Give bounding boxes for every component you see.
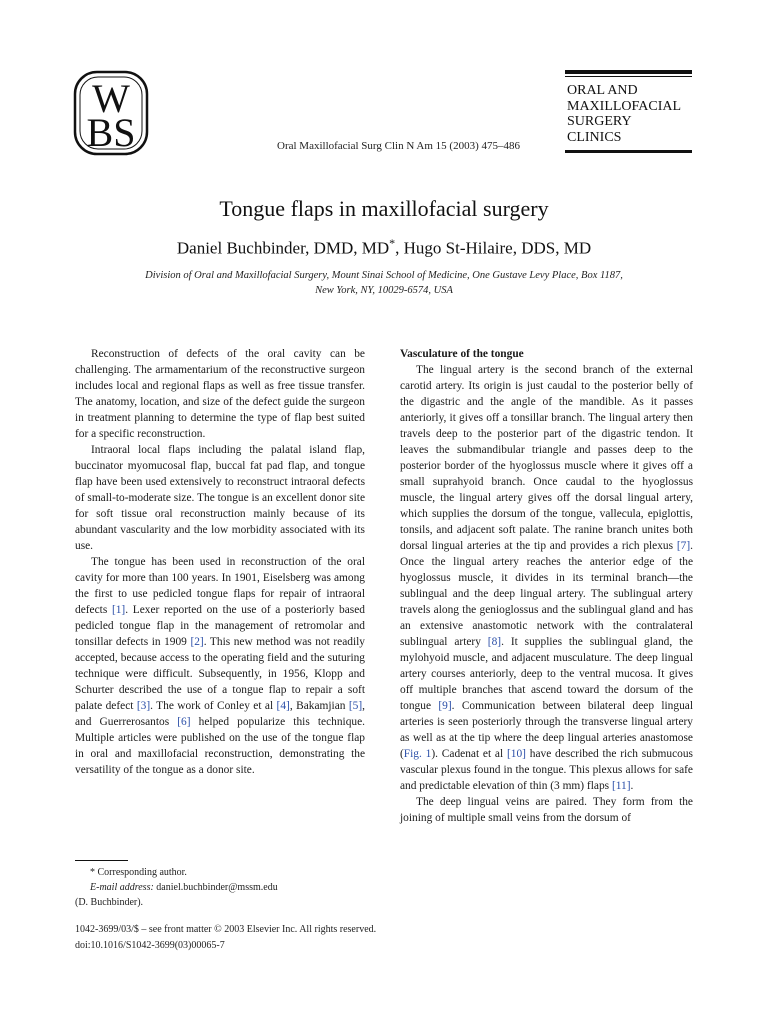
section-heading: Vasculature of the tongue (400, 348, 524, 360)
publisher-logo (73, 70, 149, 156)
figure-link[interactable]: Fig. 1 (403, 748, 432, 760)
citation-link[interactable]: [7] (676, 540, 691, 552)
paragraph: The lingual artery is the second branch of the external carotid artery. Its origin is just caudal to the posterior belly of the digastric and the angle of the mandible. As it passes anteriorly, it gives off a tonsillar branch. The lingual artery then travels deep to the posterior part of the digastric tendon. It leaves the submandibular triangle and passes deep to the posterior border of the hyoglossus muscle where it gives off a small suprahyoid branch. Once caudal to the hyoglossus muscle, the lingual artery gives off the dorsal lingual artery, which supplies the dorsum of the tongue, vallecula, epiglottis, tonsils, and adjacent soft palate. The ranine branch unites both dorsal lingual arteries at the tip and provides a rich plexus [7]. Once the lingual artery reaches the anterior edge of the hyoglossus muscle, it divides in its terminal branch—the sublingual and the deep lingual artery. The sublingual artery travels along the genioglossus and the sublingual gland and has an extensive anastomotic network with the contralateral sublingual artery [8]. It supplies the sublingual gland, the mylohyoid muscle, and adjacent musculature. The deep lingual artery courses anteriorly, deep to the ventral mucosa. It gives off multiple branches that ascend toward the dorsum of the tongue [9]. Communication between bilateral deep lingual arteries is seen posteriorly through the transverse lingual artery as well as at the tip where the deep lingual arteries anastomose (Fig. 1). Cadenat et al [10] have described the rich submucous vascular plexus found in the tongue. This plexus allows for safe and predictable elevation of thin (3 mm) flaps [11]. (400, 364, 693, 792)
citation-link[interactable]: [5] (348, 700, 363, 712)
affiliation: Division of Oral and Maxillofacial Surgery, Mount Sinai School of Medicine, One Gustave Levy Place, Box 1187, New York, NY, 10029-6574, USA (145, 270, 623, 296)
citation-link[interactable]: [10] (506, 748, 526, 760)
paragraph: The deep lingual veins are paired. They form from the joining of multiple small veins from the dorsum of (400, 796, 693, 824)
copyright-footer (75, 922, 575, 954)
footnote-name: (D. Buchbinder). (75, 897, 144, 908)
journal-rule-top (565, 70, 692, 74)
citation-link[interactable]: [9] (438, 700, 452, 712)
footnote (75, 865, 365, 910)
citation-link[interactable]: [2] (190, 636, 204, 648)
citation-link[interactable]: [8] (487, 636, 502, 648)
corresponding-author-note: * Corresponding author. (90, 867, 187, 878)
paragraph: Reconstruction of defects of the oral cavity can be challenging. The armamentarium of the reconstructive surgeon includes local and regional flaps as well as free tissue transfer. The anatomy, location, and size of the defect guide the surgeon in treatment planning to determine the type of flap best suited for a specific reconstruction. (75, 348, 365, 440)
footnote-rule (75, 860, 128, 861)
left-column (75, 346, 365, 778)
journal-title: ORAL AND MAXILLOFACIAL SURGERY CLINICS (567, 83, 682, 145)
citation-link[interactable]: [1] (111, 604, 126, 616)
right-column (400, 346, 693, 826)
journal-title-box (565, 70, 692, 153)
email-link[interactable]: daniel.buchbinder@mssm.edu (153, 882, 278, 893)
paragraph: The tongue has been used in reconstruction of the oral cavity for more than 100 years. In 1901, Eiselsberg was among the first to use pedicled tongue flaps for repair of intraoral defects [1]. Lexer reported on the use of a posteriorly based pedicled tongue flap in the management of retromolar and tonsillar defects in 1909 [2]. This new method was not readily accepted, because access to the operating field and the suturing technique were difficult. Subsequently, in 1956, Klopp and Schurter described the use of a tongue flap to repair a soft palate defect [3]. The work of Conley et al [4], Bakamjian [5], and Guerrerosantos [6] helped popularize this technique. Multiple articles were published on the use of the tongue flap in oral and maxillofacial reconstruction, demonstrating the versatility of the tongue as a donor site. (75, 556, 365, 776)
paragraph: Intraoral local flaps including the palatal island flap, buccinator myomucosal flap, buccal fat pad flap, and tongue flap have been used extensively to reconstruct intraoral defects of small-to-moderate size. The tongue is an excellent donor site for soft tissue oral reconstruction mainly because of its abundant vascularity and the low morbidity associated with its use. (75, 444, 365, 552)
email-line: E-mail address: daniel.buchbinder@mssm.edu (90, 882, 278, 893)
citation-link[interactable]: [6] (177, 716, 191, 728)
article-authors: Daniel Buchbinder, DMD, MD*, Hugo St-Hilaire, DDS, MD (176, 236, 592, 258)
journal-rule-bottom (565, 150, 692, 153)
svg-text:BS: BS (86, 110, 136, 155)
citation-link[interactable]: [3] (136, 700, 151, 712)
journal-reference: Oral Maxillofacial Surg Clin N Am 15 (2003) 475–486 (277, 140, 520, 152)
corresponding-mark[interactable]: * (389, 236, 396, 250)
citation-link[interactable]: [4] (276, 700, 290, 712)
citation-link[interactable]: [11] (611, 780, 631, 792)
copyright-line: 1042-3699/03/$ – see front matter © 2003 Elsevier Inc. All rights reserved. (75, 924, 377, 935)
svg-text:W: W (92, 76, 130, 121)
doi-line: doi:10.1016/S1042-3699(03)00065-7 (75, 940, 225, 951)
article-title: Tongue flaps in maxillofacial surgery (219, 196, 549, 221)
